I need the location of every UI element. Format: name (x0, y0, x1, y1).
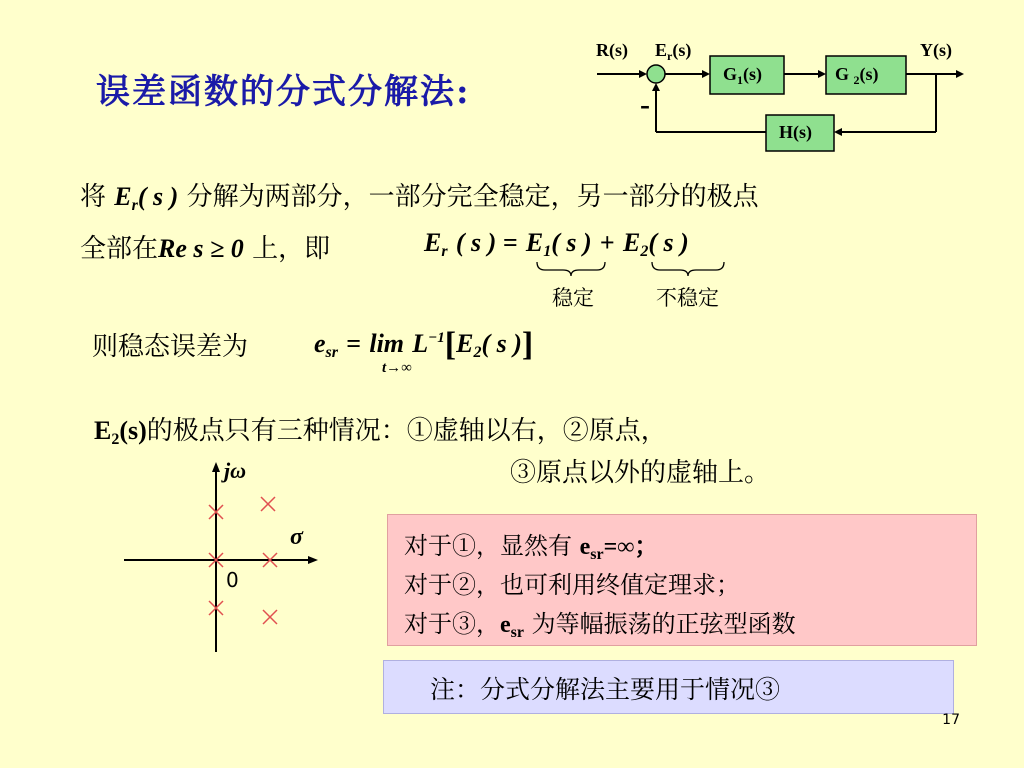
pole-marker (261, 497, 275, 511)
stable-brace (537, 262, 605, 276)
case-3-line: 对于③，$e_{sr}$ 为等幅振荡的正弦型函数 (404, 610, 796, 641)
stable-label: 稳定 (552, 286, 594, 310)
limit-subscript: t→∞ (382, 360, 412, 376)
steady-state-formula: $e_{sr} = \lim L^{-1}[E_2$( s )] (314, 326, 534, 363)
input-label: R(s) (596, 40, 628, 60)
output-label: Y(s) (920, 40, 952, 60)
h-label: H(s) (779, 122, 812, 142)
unstable-label: 不稳定 (656, 286, 719, 310)
g1-label: $G_1(s)$ (723, 64, 763, 87)
note-text: 注：分式分解法主要用于情况③ (430, 675, 781, 704)
slide-title: 误差函数的分式分解法: (96, 72, 471, 112)
g2-label: G $_2$(s) (835, 64, 879, 87)
s-plane (124, 462, 318, 652)
origin-label: 0 (226, 568, 239, 592)
pole-marker (263, 610, 277, 624)
paragraph-4-continued: ③原点以外的虚轴上。 (510, 458, 771, 488)
unstable-brace (652, 262, 724, 276)
paragraph-2: 全部在Re s ≥ 0 上，即 (80, 234, 331, 264)
minus-sign: - (640, 88, 650, 121)
paragraph-1: 将 $E_r$( s ) 分解为两部分，一部分完全稳定，另一部分的极点 (80, 182, 759, 214)
imag-axis-label: jω (224, 458, 247, 483)
real-axis-label: σ (290, 524, 303, 550)
decomposition-equation: $E_r$ ( s ) = $E_1$( s ) + $E_2$( s ) (424, 228, 689, 260)
case-2-line: 对于②，也可利用终值定理求； (404, 571, 740, 599)
error-label: $E_r(s)$ (655, 40, 692, 63)
page-number: 17 (942, 712, 960, 728)
case-1-line: 对于①，显然有 $e_{sr}=\infty$； (404, 532, 659, 563)
summing-junction (647, 65, 665, 83)
paragraph-3: 则稳态误差为 (92, 332, 249, 362)
paragraph-4: $E_2(s)$的极点只有三种情况：①虚轴以右，②原点， (94, 416, 667, 448)
